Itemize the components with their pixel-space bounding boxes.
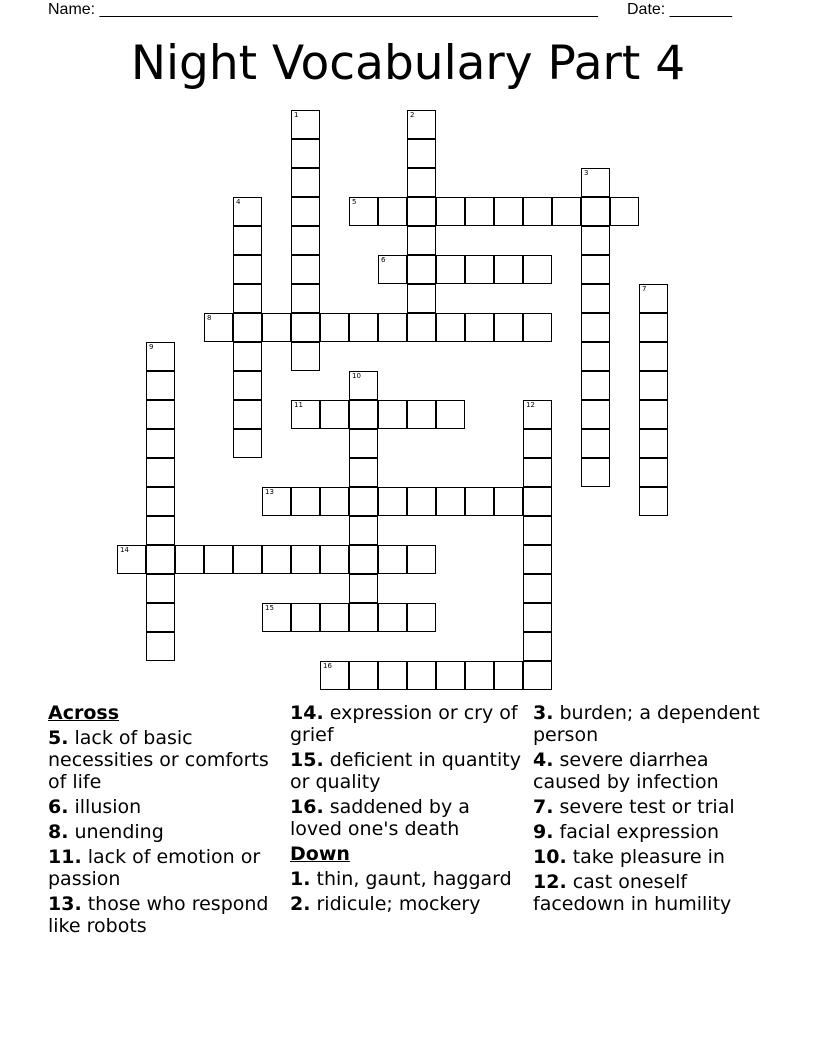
grid-cell[interactable] [349, 661, 378, 690]
grid-cell[interactable] [291, 603, 320, 632]
grid-cell[interactable] [639, 284, 668, 313]
grid-cell[interactable] [204, 313, 233, 342]
grid-cell[interactable] [378, 487, 407, 516]
clue-number-label: 12 [526, 401, 535, 409]
grid-cell[interactable] [523, 574, 552, 603]
grid-cell[interactable] [262, 545, 291, 574]
grid-cell[interactable] [146, 603, 175, 632]
grid-cell[interactable] [523, 545, 552, 574]
grid-cell[interactable] [523, 429, 552, 458]
clue-column-2 [290, 702, 526, 918]
grid-cell[interactable] [407, 168, 436, 197]
grid-cell[interactable] [349, 429, 378, 458]
grid-cell[interactable] [262, 313, 291, 342]
clue-across-8: 8. unending [48, 821, 164, 843]
grid-cell[interactable] [291, 168, 320, 197]
grid-cell[interactable] [639, 342, 668, 371]
clue-down-2: 2. ridicule; mockery [290, 893, 481, 915]
grid-cell[interactable] [378, 545, 407, 574]
clue-across-6: 6. illusion [48, 796, 142, 818]
grid-cell[interactable] [233, 197, 262, 226]
grid-cell[interactable] [581, 371, 610, 400]
clue-number-label: 10 [352, 372, 361, 380]
grid-cell[interactable] [494, 487, 523, 516]
grid-cell[interactable] [465, 313, 494, 342]
grid-cell[interactable] [320, 603, 349, 632]
clue-number-label: 8 [207, 314, 212, 322]
grid-cell[interactable] [349, 603, 378, 632]
clue-across-15: 15. deficient in quantity or quality [290, 749, 521, 793]
grid-cell[interactable] [117, 545, 146, 574]
clue-number-label: 16 [323, 662, 332, 670]
grid-cell[interactable] [407, 603, 436, 632]
grid-cell[interactable] [407, 255, 436, 284]
grid-cell[interactable] [610, 197, 639, 226]
clue-number-label: 1 [294, 111, 299, 119]
grid-cell[interactable] [436, 255, 465, 284]
grid-cell[interactable] [407, 197, 436, 226]
clue-down-4: 4. severe diarrhea caused by infection [533, 749, 719, 793]
grid-cell[interactable] [291, 255, 320, 284]
grid-cell[interactable] [523, 516, 552, 545]
grid-cell[interactable] [233, 284, 262, 313]
grid-cell[interactable] [523, 313, 552, 342]
grid-cell[interactable] [233, 255, 262, 284]
clue-across-14: 14. expression or cry of grief [290, 702, 518, 746]
grid-cell[interactable] [349, 458, 378, 487]
grid-cell[interactable] [639, 487, 668, 516]
grid-cell[interactable] [378, 197, 407, 226]
grid-cell[interactable] [581, 226, 610, 255]
grid-cell[interactable] [291, 342, 320, 371]
grid-cell[interactable] [523, 458, 552, 487]
grid-cell[interactable] [436, 313, 465, 342]
grid-cell[interactable] [320, 661, 349, 690]
grid-cell[interactable] [175, 545, 204, 574]
grid-cell[interactable] [349, 516, 378, 545]
clue-number-label: 9 [149, 343, 154, 351]
grid-cell[interactable] [407, 139, 436, 168]
grid-cell[interactable] [639, 313, 668, 342]
grid-cell[interactable] [639, 371, 668, 400]
clue-down-12: 12. cast oneself facedown in humility [533, 871, 732, 915]
grid-cell[interactable] [291, 197, 320, 226]
grid-cell[interactable] [349, 313, 378, 342]
grid-cell[interactable] [233, 400, 262, 429]
grid-cell[interactable] [291, 139, 320, 168]
grid-cell[interactable] [349, 400, 378, 429]
clue-number-label: 5 [352, 198, 357, 206]
clue-number-label: 14 [120, 546, 129, 554]
grid-cell[interactable] [378, 661, 407, 690]
clue-number-label: 2 [410, 111, 415, 119]
grid-cell[interactable] [146, 574, 175, 603]
grid-cell[interactable] [407, 226, 436, 255]
grid-cell[interactable] [378, 255, 407, 284]
grid-cell[interactable] [146, 371, 175, 400]
grid-cell[interactable] [581, 458, 610, 487]
grid-cell[interactable] [262, 603, 291, 632]
grid-cell[interactable] [291, 313, 320, 342]
grid-cell[interactable] [146, 400, 175, 429]
clue-down-7: 7. severe test or trial [533, 796, 735, 818]
grid-cell[interactable] [581, 197, 610, 226]
grid-cell[interactable] [146, 342, 175, 371]
grid-cell[interactable] [233, 429, 262, 458]
grid-cell[interactable] [639, 400, 668, 429]
grid-cell[interactable] [581, 342, 610, 371]
clue-column-1 [48, 702, 284, 940]
grid-cell[interactable] [378, 400, 407, 429]
grid-cell[interactable] [523, 661, 552, 690]
clue-across-5: 5. lack of basic necessities or comforts of life [48, 727, 269, 793]
grid-cell[interactable] [233, 313, 262, 342]
grid-cell[interactable] [523, 255, 552, 284]
grid-cell[interactable] [436, 400, 465, 429]
grid-cell[interactable] [581, 168, 610, 197]
grid-cell[interactable] [639, 429, 668, 458]
grid-cell[interactable] [146, 458, 175, 487]
clue-number-label: 13 [265, 488, 274, 496]
grid-cell[interactable] [233, 545, 262, 574]
clue-number-label: 11 [294, 401, 303, 409]
grid-cell[interactable] [291, 545, 320, 574]
grid-cell[interactable] [523, 603, 552, 632]
clue-down-3: 3. burden; a dependent person [533, 702, 760, 746]
grid-cell[interactable] [407, 110, 436, 139]
grid-cell[interactable] [436, 197, 465, 226]
grid-cell[interactable] [233, 226, 262, 255]
grid-cell[interactable] [233, 371, 262, 400]
grid-cell[interactable] [320, 487, 349, 516]
page-title: Night Vocabulary Part 4 [130, 36, 686, 91]
clue-across-11: 11. lack of emotion or passion [48, 846, 261, 890]
grid-cell[interactable] [523, 632, 552, 661]
clue-across-16: 16. saddened by a loved one's death [290, 796, 470, 840]
grid-cell[interactable] [291, 226, 320, 255]
grid-cell[interactable] [146, 516, 175, 545]
grid-cell[interactable] [262, 487, 291, 516]
grid-cell[interactable] [494, 661, 523, 690]
name-field-label: Name: ________________________________________________________ [48, 1, 598, 18]
grid-cell[interactable] [407, 313, 436, 342]
grid-cell[interactable] [407, 284, 436, 313]
grid-cell[interactable] [349, 197, 378, 226]
clue-number-label: 4 [236, 198, 241, 206]
grid-cell[interactable] [146, 632, 175, 661]
clue-number-label: 15 [265, 604, 274, 612]
grid-cell[interactable] [581, 284, 610, 313]
clue-number-label: 3 [584, 169, 589, 177]
grid-cell[interactable] [349, 371, 378, 400]
grid-cell[interactable] [378, 313, 407, 342]
grid-cell[interactable] [465, 661, 494, 690]
down-heading: Down [290, 843, 350, 865]
grid-cell[interactable] [349, 545, 378, 574]
date-field-label: Date: _______ [627, 1, 732, 18]
grid-cell[interactable] [320, 545, 349, 574]
grid-cell[interactable] [581, 255, 610, 284]
clue-number-label: 6 [381, 256, 386, 264]
grid-cell[interactable] [146, 487, 175, 516]
clue-down-9: 9. facial expression [533, 821, 720, 843]
grid-cell[interactable] [581, 400, 610, 429]
grid-cell[interactable] [291, 487, 320, 516]
grid-cell[interactable] [320, 313, 349, 342]
grid-cell[interactable] [494, 197, 523, 226]
grid-cell[interactable] [233, 342, 262, 371]
grid-cell[interactable] [465, 487, 494, 516]
grid-cell[interactable] [204, 545, 233, 574]
grid-cell[interactable] [552, 197, 581, 226]
grid-cell[interactable] [407, 400, 436, 429]
grid-cell[interactable] [291, 110, 320, 139]
clue-across-13: 13. those who respond like robots [48, 893, 269, 937]
grid-cell[interactable] [146, 545, 175, 574]
grid-cell[interactable] [146, 429, 175, 458]
grid-cell[interactable] [407, 545, 436, 574]
grid-cell[interactable] [639, 458, 668, 487]
grid-cell[interactable] [407, 487, 436, 516]
grid-cell[interactable] [465, 197, 494, 226]
clue-column-3 [533, 702, 769, 918]
grid-cell[interactable] [378, 603, 407, 632]
grid-cell[interactable] [523, 400, 552, 429]
grid-cell[interactable] [581, 313, 610, 342]
clue-down-10: 10. take pleasure in [533, 846, 725, 868]
grid-cell[interactable] [291, 284, 320, 313]
grid-cell[interactable] [523, 487, 552, 516]
grid-cell[interactable] [494, 255, 523, 284]
clue-down-1: 1. thin, gaunt, haggard [290, 868, 512, 890]
across-heading: Across [48, 702, 120, 724]
grid-cell[interactable] [581, 429, 610, 458]
grid-cell[interactable] [494, 313, 523, 342]
grid-cell[interactable] [407, 661, 436, 690]
grid-cell[interactable] [523, 197, 552, 226]
grid-cell[interactable] [291, 400, 320, 429]
grid-cell[interactable] [465, 255, 494, 284]
grid-cell[interactable] [349, 487, 378, 516]
grid-cell[interactable] [436, 487, 465, 516]
grid-cell[interactable] [349, 574, 378, 603]
grid-cell[interactable] [436, 661, 465, 690]
grid-cell[interactable] [320, 400, 349, 429]
clue-number-label: 7 [642, 285, 647, 293]
